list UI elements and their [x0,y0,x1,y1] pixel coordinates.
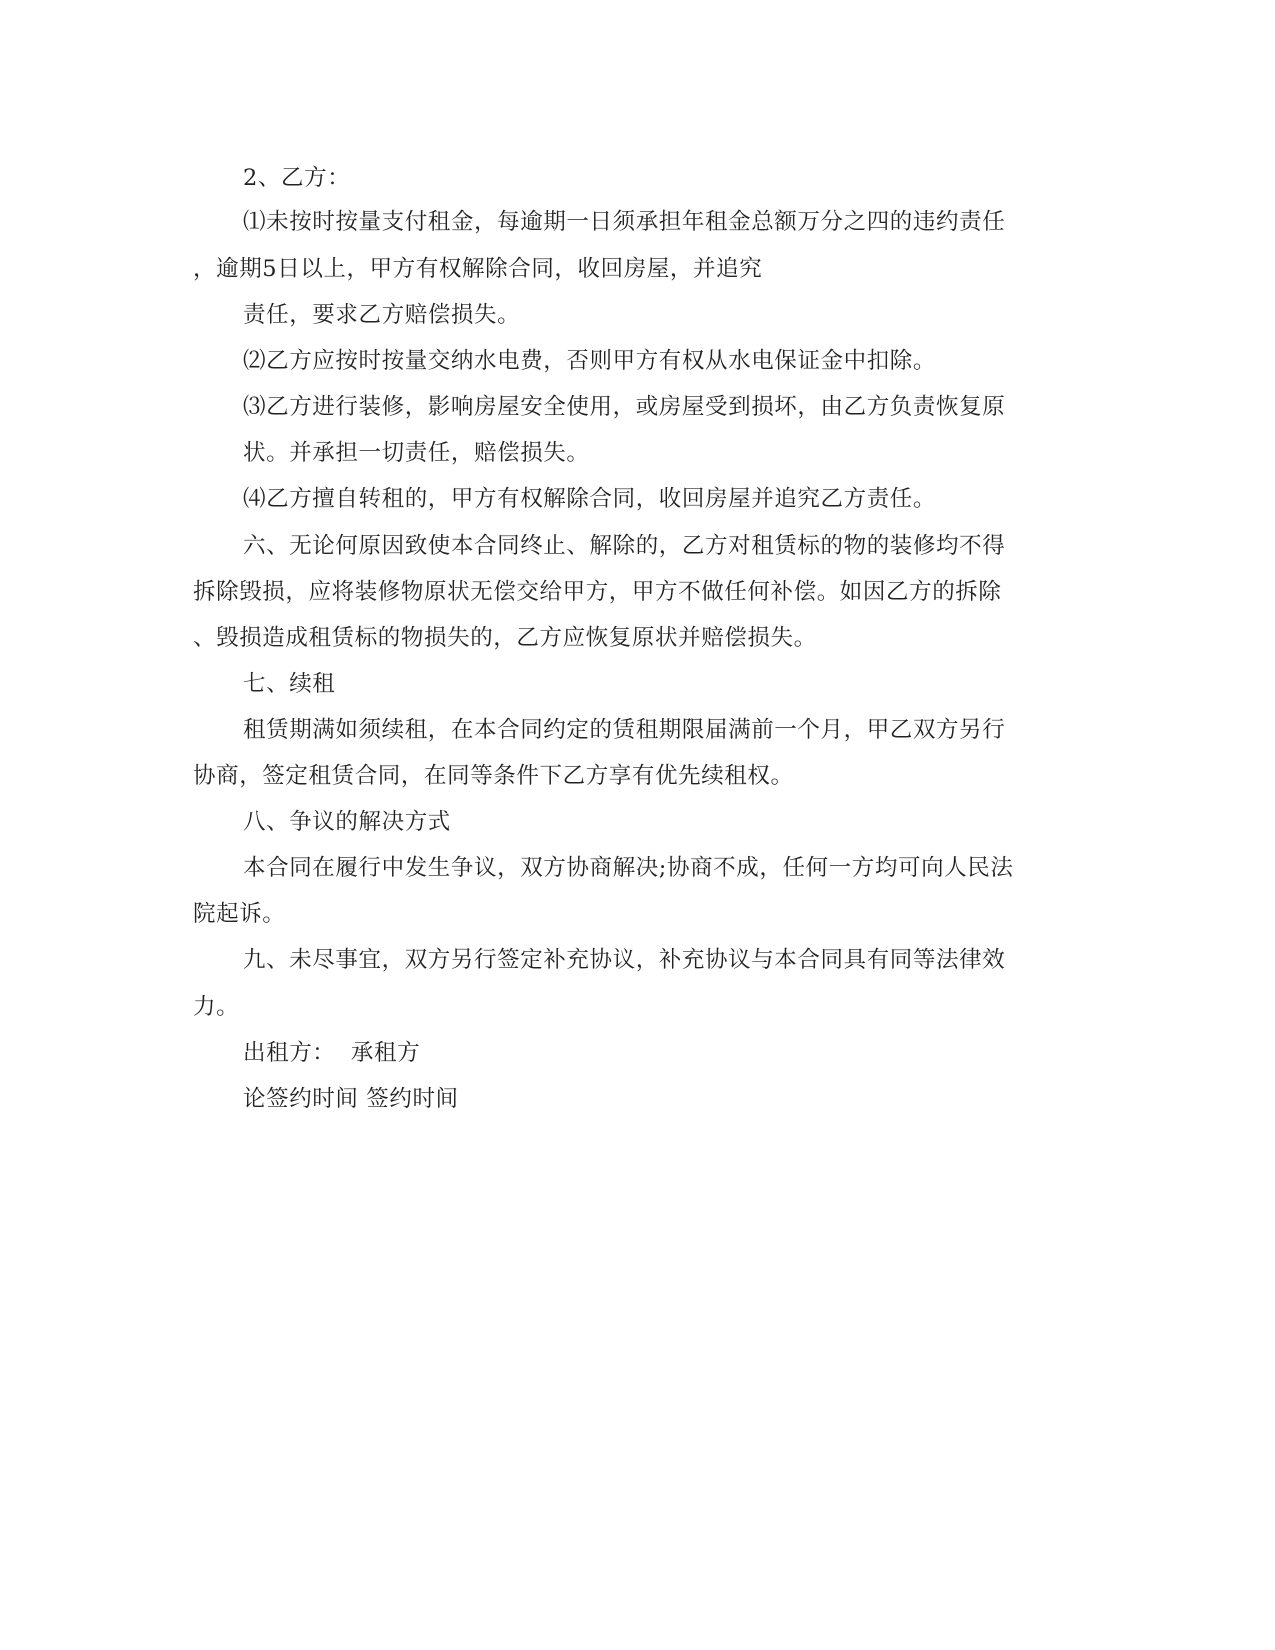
text-line-signature-parties: 出租方： 承租方 [243,1040,421,1066]
text-line-section-7-body: 租赁期满如须续租，在本合同约定的赁租期限届满前一个月，甲乙双方另行 [243,717,1006,743]
text-line-clause-3: ⑶乙方进行装修，影响房屋安全使用，或房屋受到损坏，由乙方负责恢复原 [243,394,1006,420]
text-line-section-9: 九、未尽事宜，双方另行签定补充协议，补充协议与本合同具有同等法律效 [243,947,1006,973]
text-line-section-6-cont: 拆除毁损，应将装修物原状无偿交给甲方，甲方不做任何补偿。如因乙方的拆除 [193,579,1002,605]
text-line-party-b-heading: 2、乙方： [243,165,351,191]
text-line-signature-dates: 论签约时间 签约时间 [243,1086,459,1112]
text-line-section-8-heading: 八、争议的解决方式 [243,809,451,835]
text-line-clause-1-cont: ，逾期5日以上，甲方有权解除合同，收回房屋，并追究 [193,256,763,282]
text-line-section-7-heading: 七、续租 [243,671,336,697]
text-line-section-8-body: 本合同在履行中发生争议，双方协商解决;协商不成，任何一方均可向人民法 [243,855,1014,881]
text-line-section-7-body-cont: 协商，签定租赁合同，在同等条件下乙方享有优先续租权。 [193,763,794,789]
text-line-clause-1: ⑴未按时按量支付租金，每逾期一日须承担年租金总额万分之四的违约责任 [243,209,1006,235]
text-line-section-9-cont: 力。 [193,994,240,1020]
text-line-clause-3-cont: 状。并承担一切责任，赔偿损失。 [243,440,590,466]
text-line-clause-2: ⑵乙方应按时按量交纳水电费，否则甲方有权从水电保证金中扣除。 [243,348,937,374]
text-line-section-6: 六、无论何原因致使本合同终止、解除的，乙方对租赁标的物的装修均不得 [243,533,1006,559]
text-line-clause-4: ⑷乙方擅自转租的，甲方有权解除合同，收回房屋并追究乙方责任。 [243,486,937,512]
text-line-section-6-end: 、毁损造成租赁标的物损失的，乙方应恢复原状并赔偿损失。 [193,625,817,651]
text-line-section-8-body-cont: 院起诉。 [193,901,286,927]
text-line-clause-1-end: 责任，要求乙方赔偿损失。 [243,302,521,328]
